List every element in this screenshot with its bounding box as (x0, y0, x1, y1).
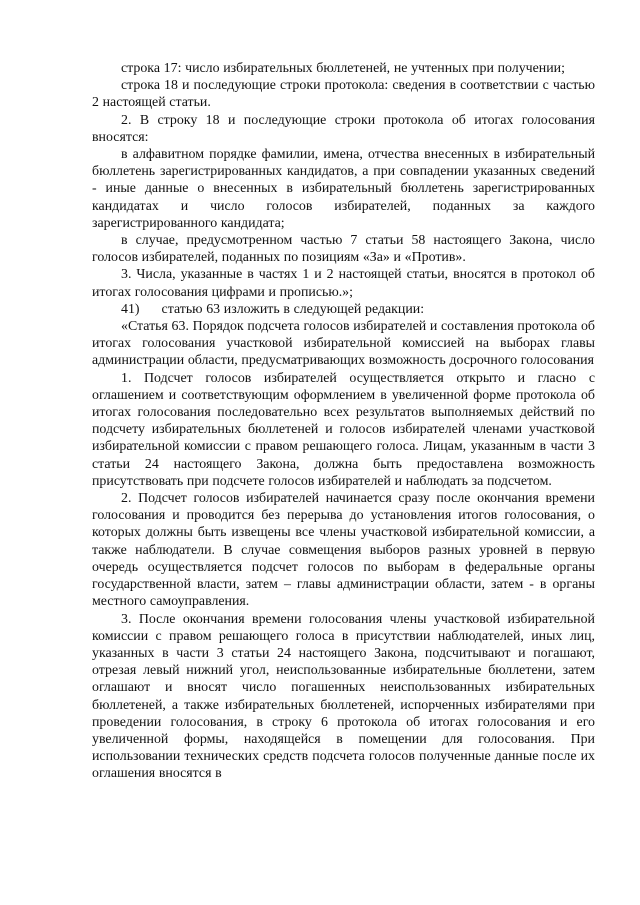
article-63-title: «Статья 63. Порядок подсчета голосов избирателей и составления протокола об итогах голосования участковой избирательной комиссией на выборах главы администрации области, предусматривающих возможность досрочного голосования (92, 319, 595, 369)
paragraph-part-3: 3. Числа, указанные в частях 1 и 2 настоящей статьи, вносятся в протокол об итогах голосования цифрами и прописью.»; (92, 267, 595, 300)
paragraph-line-18: строка 18 и последующие строки протокола: сведения в соответствии с частью 2 настоящей статьи. (92, 78, 595, 111)
paragraph-item-41: 41) статью 63 изложить в следующей редакции: (121, 301, 425, 317)
document-text (92, 60, 595, 783)
paragraph-for-against: в случае, предусмотренном частью 7 статьи 58 настоящего Закона, число голосов избирателей, поданных по позициям «За» и «Против». (92, 233, 595, 266)
article-63-part-2: 2. Подсчет голосов избирателей начинается сразу после окончания времени голосования и проводится без перерыва до установления итогов голосования, о которых должны быть извещены все члены участковой избирательной комиссии, а также наблюдатели. В случае совмещения выборов разных уровней в первую очередь осуществляется подсчет голосов по выборам в федеральные органы государственной власти, затем – главы администрации области, затем - в органы местного самоуправления. (92, 491, 595, 610)
paragraph-line-17: строка 17: число избирательных бюллетеней, не учтенных при получении; (121, 61, 565, 76)
paragraph-candidates: в алфавитном порядке фамилии, имена, отчества внесенных в избирательный бюллетень зарегистрированных кандидатов, а при совпадении указанных сведений - иные данные о внесенных в избирательный бюллетень зарегистрированных кандидатах и число голосов избирателей, поданных за каждого зарегистрированного кандидата; (92, 147, 595, 231)
article-63-part-1: 1. Подсчет голосов избирателей осуществляется открыто и гласно с оглашением и соответствующим оформлением в увеличенной форме протокола об итогах голосования последовательно всех результатов выполняемых действий по подсчету избирательных бюллетеней и голосов избирателей членами участковой избирательной комиссии с правом решающего голоса. Лицам, указанным в части 3 статьи 24 настоящего Закона, должна быть предоставлена возможность присутствовать при подсчете голосов избирателей и наблюдать за подсчетом. (92, 370, 595, 489)
paragraph-part-2: 2. В строку 18 и последующие строки протокола об итогах голосования вносятся: (92, 112, 595, 145)
article-63-part-3: 3. После окончания времени голосования члены участковой избирательной комиссии с правом решающего голоса в присутствии наблюдателей, иных лиц, указанных в части 3 статьи 24 настоящего Закона, подсчитывают и погашают, отрезая левый нижний угол, неиспользованные избирательные бюллетени, затем оглашают и вносят число погашенных неиспользованных избирательных бюллетеней, а также избирательных бюллетеней, испорченных избирателями при проведении голосования, в строку 6 протокола об итогах голосования и его увеличенной формы, находящейся в помещении для голосования. При использовании технических средств подсчета голосов полученные данные после их оглашения вносятся в (92, 611, 595, 782)
